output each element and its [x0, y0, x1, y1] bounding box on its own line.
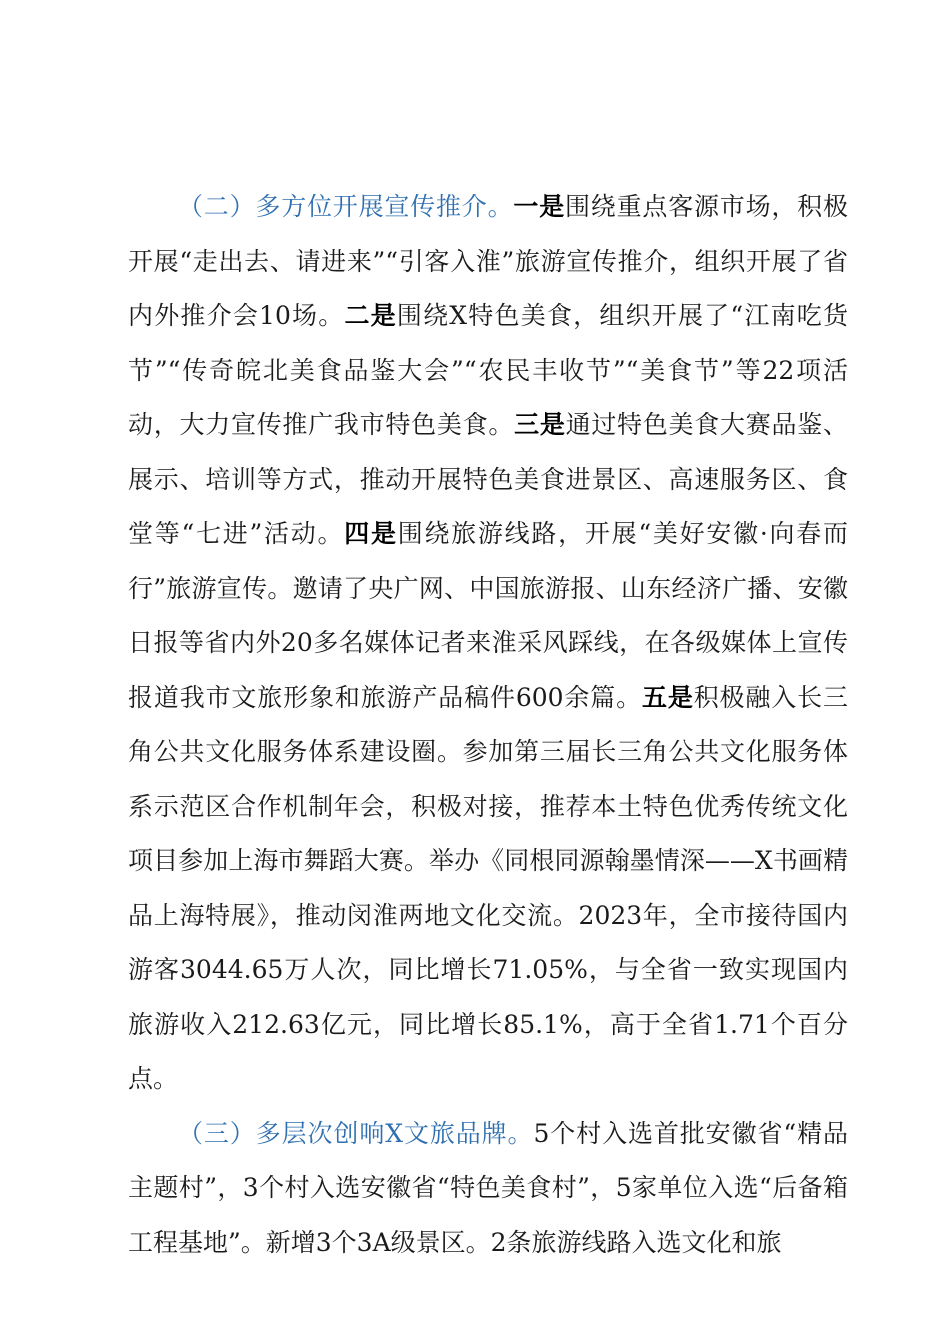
point-4-text: 围绕旅游线路，开展“美好安徽·向春而行”旅游宣传。邀请了央广网、中国旅游报、山东经济广播、安徽日报等省内外20多名媒体记者来淮采风踩线，在各级媒体上宣传报道我市文旅形象和旅游产品稿件600余篇。 — [128, 519, 848, 712]
section-2-heading: （二）多方位开展宣传推介。 — [178, 192, 514, 221]
point-1-text: 围绕重点客源市场，积极开展“走出去、请进来”“引客入淮”旅游宣传推介，组织开展了省内外推介会10场。 — [128, 192, 848, 330]
point-5-text: 积极融入长三角公共文化服务体系建设圈。参加第三届长三角公共文化服务体系示范区合作机制年会，积极对接，推荐本土特色优秀传统文化项目参加上海市舞蹈大赛。举办《同根同源翰墨情深——X书画精品上海特展》，推动闵淮两地文化交流。2023年，全市接待国内游客3044.65万人次，同比增长71.05%，与全省一致实现国内旅游收入212.63亿元，同比增长85.1%，高于全省1.71个百分点。 — [128, 682, 848, 1093]
point-2-text: 围绕X特色美食，组织开展了“江南吃货节”“传奇皖北美食品鉴大会”“农民丰收节”“美食节”等22项活动，大力宣传推广我市特色美食。 — [128, 301, 848, 439]
point-2-lead: 二是 — [344, 301, 397, 330]
point-5-lead: 五是 — [641, 682, 694, 712]
section-3-heading: （三）多层次创响X文旅品牌。 — [178, 1118, 534, 1148]
section-3-paragraph — [128, 1107, 848, 1271]
point-1-lead: 一是 — [513, 192, 565, 221]
section-2-paragraph — [128, 180, 848, 1107]
section-3-text: 5个村入选首批安徽省“精品主题村”，3个村入选安徽省“特色美食村”，5家单位入选“后备箱工程基地”。新增3个3A级景区。2条旅游线路入选文化和旅 — [128, 1118, 848, 1257]
point-3-lead: 三是 — [514, 410, 566, 439]
document-page — [128, 180, 848, 1270]
point-4-lead: 四是 — [344, 519, 398, 548]
point-3-text: 通过特色美食大赛品鉴、展示、培训等方式，推动开展特色美食进景区、高速服务区、食堂等“七进”活动。 — [128, 410, 848, 548]
